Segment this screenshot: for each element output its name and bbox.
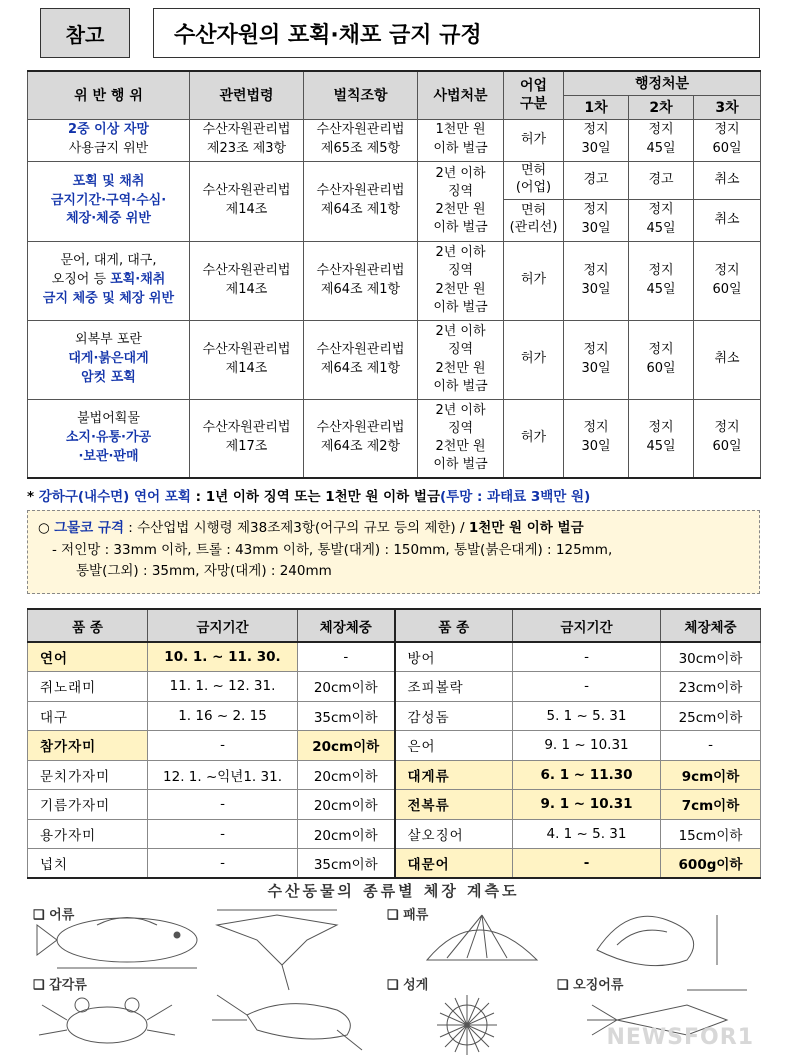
law-cell: 수산자원관리법 제14조 <box>190 161 304 241</box>
size-table <box>27 608 761 879</box>
net-rule-line <box>38 518 749 540</box>
violation-cell <box>28 241 190 320</box>
table-row <box>28 320 761 399</box>
period-cell: - <box>513 672 661 702</box>
table-row <box>28 161 761 199</box>
judicial-cell: 2년 이하 징역 2천만 원 이하 벌금 <box>418 399 504 478</box>
size-cell: 35cm이하 <box>298 849 395 879</box>
th-law: 관련법령 <box>190 71 304 119</box>
net-rule-detail: 통발(그외) : 35mm, 자망(대게) : 240mm <box>76 563 332 580</box>
th-size: 체장체중 <box>298 609 395 642</box>
th-third: 3차 <box>694 95 761 119</box>
th-admin: 행정처분 <box>564 71 761 95</box>
period-cell: - <box>513 849 661 879</box>
th-species: 품 종 <box>28 609 148 642</box>
admin-first-cell: 정지 30일 <box>564 399 629 478</box>
note-sep: : <box>190 489 206 505</box>
size-cell: 30cm이하 <box>661 642 761 672</box>
violation-text: ·보관·판매 <box>78 448 139 464</box>
admin-first-cell: 경고 <box>564 161 629 199</box>
turban-shell-icon <box>597 915 717 966</box>
fish-label: ❑ 어류 <box>33 908 75 923</box>
species-cell: 은어 <box>395 731 513 761</box>
size-cell: 7cm이하 <box>661 790 761 820</box>
violation-cell <box>28 320 190 399</box>
admin-third-cell: 취소 <box>694 320 761 399</box>
law-cell: 수산자원관리법 제17조 <box>190 399 304 478</box>
crustacean-label: ❑ 갑각류 <box>33 978 87 993</box>
period-cell: - <box>148 731 298 761</box>
measurement-illustration <box>27 880 760 1062</box>
clause-cell: 수산자원관리법 제64조 제1항 <box>304 161 418 241</box>
admin-second-cell: 경고 <box>629 161 694 199</box>
admin-third-cell: 정지 60일 <box>694 241 761 320</box>
admin-second-cell: 정지 45일 <box>629 199 694 241</box>
species-cell: 감성돔 <box>395 701 513 731</box>
note-text: 1년 이하 징역 또는 1천만 원 이하 벌금 <box>205 489 440 505</box>
violation-text: 체장·체중 위반 <box>66 211 151 227</box>
period-cell: 9. 1 ~ 10.31 <box>513 790 661 820</box>
shell-icon <box>427 915 537 960</box>
admin-third-cell: 취소 <box>694 161 761 199</box>
size-cell: 20cm이하 <box>298 731 395 761</box>
fishery-type-cell: 허가 <box>504 119 564 161</box>
period-cell: - <box>148 849 298 879</box>
th-fishery-type: 어업 구분 <box>504 71 564 119</box>
admin-first-cell: 정지 30일 <box>564 199 629 241</box>
size-cell: - <box>661 731 761 761</box>
table-row <box>28 849 761 879</box>
clause-cell: 수산자원관리법 제64조 제1항 <box>304 320 418 399</box>
size-cell: 35cm이하 <box>298 701 395 731</box>
admin-second-cell: 정지 45일 <box>629 399 694 478</box>
species-cell: 전복류 <box>395 790 513 820</box>
admin-second-cell: 정지 45일 <box>629 241 694 320</box>
species-cell: 방어 <box>395 642 513 672</box>
species-cell: 기름가자미 <box>28 790 148 820</box>
crab-icon <box>39 998 175 1043</box>
violation-cell <box>28 161 190 241</box>
size-cell: 9cm이하 <box>661 760 761 790</box>
violation-text: 금지 체중 및 체장 위반 <box>42 290 175 306</box>
species-cell: 조피볼락 <box>395 672 513 702</box>
note-star: * <box>27 489 39 505</box>
violation-text: 금지기간·구역·수심· <box>50 192 167 208</box>
species-cell: 참가자미 <box>28 731 148 761</box>
table-row <box>28 241 761 320</box>
violation-text: 암컷 포획 <box>81 369 136 385</box>
clause-cell: 수산자원관리법 제64조 제1항 <box>304 241 418 320</box>
violation-text: 대게·붉은대게 <box>68 351 149 367</box>
violation-table <box>27 70 761 479</box>
salmon-note <box>27 485 760 505</box>
table-row <box>28 701 761 731</box>
th-period: 금지기간 <box>148 609 298 642</box>
admin-second-cell: 정지 60일 <box>629 320 694 399</box>
illustration-title: 수산동물의 종류별 체장 계측도 <box>267 882 520 900</box>
fishery-type-cell: 면허 (관리선) <box>504 199 564 241</box>
size-cell: 15cm이하 <box>661 819 761 849</box>
clause-cell: 수산자원관리법 제65조 제5항 <box>304 119 418 161</box>
bullet: ○ <box>38 520 55 536</box>
violation-text: 소지·유통·가공 <box>65 429 152 445</box>
violation-text: 문어, 대게, 대구, <box>60 253 157 269</box>
th-second: 2차 <box>629 95 694 119</box>
period-cell: 9. 1 ~ 10.31 <box>513 731 661 761</box>
th-size: 체장체중 <box>661 609 761 642</box>
fishery-type-cell: 허가 <box>504 320 564 399</box>
th-species: 품 종 <box>395 609 513 642</box>
th-period: 금지기간 <box>513 609 661 642</box>
period-cell: - <box>513 642 661 672</box>
size-cell: 20cm이하 <box>298 819 395 849</box>
net-rule-detail: - 저인망 : 33mm 이하, 트롤 : 43mm 이하, 통발(대게) : 150mm, 통발(붉은대게) : 125mm, <box>52 541 613 558</box>
size-cell: - <box>298 642 395 672</box>
net-rule-penalty: 1천만 원 이하 벌금 <box>468 520 584 536</box>
size-cell: 20cm이하 <box>298 790 395 820</box>
shrimp-icon <box>212 995 362 1050</box>
judicial-cell: 1천만 원 이하 벌금 <box>418 119 504 161</box>
size-cell: 20cm이하 <box>298 760 395 790</box>
species-cell: 문치가자미 <box>28 760 148 790</box>
species-cell: 용가자미 <box>28 819 148 849</box>
size-cell: 25cm이하 <box>661 701 761 731</box>
fishery-type-cell: 허가 <box>504 399 564 478</box>
table-row <box>28 399 761 478</box>
violation-cell <box>28 119 190 161</box>
th-first: 1차 <box>564 95 629 119</box>
net-rule-label: 그물코 규격 <box>54 520 124 536</box>
clause-cell: 수산자원관리법 제64조 제2항 <box>304 399 418 478</box>
admin-first-cell: 정지 30일 <box>564 119 629 161</box>
fish-icon <box>37 918 197 969</box>
period-cell: 11. 1. ~ 12. 31. <box>148 672 298 702</box>
page-title: 수산자원의 포획·채포 금지 규정 <box>153 8 760 58</box>
reference-tag: 참고 <box>40 8 130 58</box>
squid-label: ❑ 오징어류 <box>557 978 624 993</box>
period-cell: 4. 1 ~ 5. 31 <box>513 819 661 849</box>
period-cell: 1. 16 ~ 2. 15 <box>148 701 298 731</box>
admin-third-cell: 정지 60일 <box>694 399 761 478</box>
violation-text: 오징어 등 <box>51 272 111 288</box>
violation-cell <box>28 399 190 478</box>
urchin-label: ❑ 성게 <box>387 978 429 993</box>
admin-third-cell: 취소 <box>694 199 761 241</box>
size-cell: 600g이하 <box>661 849 761 879</box>
judicial-cell: 2년 이하 징역 2천만 원 이하 벌금 <box>418 241 504 320</box>
table-row <box>28 760 761 790</box>
admin-second-cell: 정지 45일 <box>629 119 694 161</box>
species-cell: 대게류 <box>395 760 513 790</box>
th-penalty-clause: 벌칙조항 <box>304 71 418 119</box>
period-cell: - <box>148 819 298 849</box>
law-cell: 수산자원관리법 제14조 <box>190 241 304 320</box>
fishery-type-cell: 면허 (어업) <box>504 161 564 199</box>
table-row <box>28 672 761 702</box>
period-cell: - <box>148 790 298 820</box>
species-cell: 연어 <box>28 642 148 672</box>
period-cell: 12. 1. ~익년1. 31. <box>148 760 298 790</box>
note-label: 강하구(내수면) 연어 포획 <box>38 489 191 505</box>
period-cell: 10. 1. ~ 11. 30. <box>148 642 298 672</box>
table-row <box>28 119 761 161</box>
admin-third-cell: 정지 60일 <box>694 119 761 161</box>
urchin-icon <box>437 995 497 1055</box>
table-row <box>28 731 761 761</box>
violation-text: 포획 및 채취 <box>72 173 145 189</box>
species-cell: 대문어 <box>395 849 513 879</box>
period-cell: 6. 1 ~ 11.30 <box>513 760 661 790</box>
violation-text: 외복부 포란 <box>75 332 142 348</box>
size-cell: 23cm이하 <box>661 672 761 702</box>
size-cell: 20cm이하 <box>298 672 395 702</box>
judicial-cell: 2년 이하 징역 2천만 원 이하 벌금 <box>418 320 504 399</box>
th-judicial: 사법처분 <box>418 71 504 119</box>
fishery-type-cell: 허가 <box>504 241 564 320</box>
species-cell: 쥐노래미 <box>28 672 148 702</box>
species-cell: 넙치 <box>28 849 148 879</box>
th-violation: 위 반 행 위 <box>28 71 190 119</box>
violation-text: 2중 이상 자망 <box>68 122 149 138</box>
page-header <box>40 8 760 58</box>
net-rule-text: : 수산업법 시행령 제38조제3항(어구의 규모 등의 제한) / <box>123 520 469 536</box>
table-row <box>28 642 761 672</box>
species-cell: 대구 <box>28 701 148 731</box>
ray-icon <box>217 910 337 990</box>
law-cell: 수산자원관리법 제14조 <box>190 320 304 399</box>
violation-text: 불법어획물 <box>77 410 140 426</box>
net-rule-box <box>27 510 760 594</box>
violation-text: 사용금지 위반 <box>68 141 149 156</box>
admin-first-cell: 정지 30일 <box>564 241 629 320</box>
species-cell: 살오징어 <box>395 819 513 849</box>
period-cell: 5. 1 ~ 5. 31 <box>513 701 661 731</box>
law-cell: 수산자원관리법 제23조 제3항 <box>190 119 304 161</box>
admin-first-cell: 정지 30일 <box>564 320 629 399</box>
table-row <box>28 819 761 849</box>
violation-text: 포획·채취 <box>110 272 166 288</box>
watermark-logo: NEWSFOR1 <box>606 1025 754 1050</box>
shellfish-label: ❑ 패류 <box>387 908 429 923</box>
judicial-cell: 2년 이하 징역 2천만 원 이하 벌금 <box>418 161 504 241</box>
note-paren: (투망 : 과태료 3백만 원) <box>440 489 591 505</box>
table-row <box>28 790 761 820</box>
